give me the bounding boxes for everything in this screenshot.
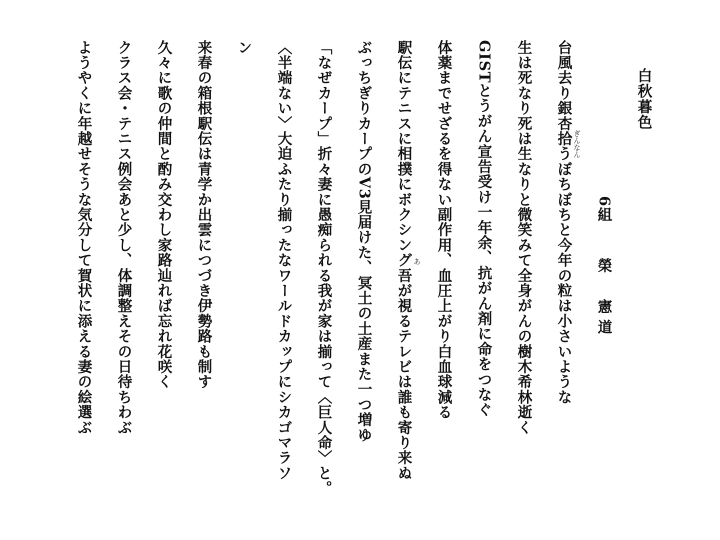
poem-line-10: 久々に歌の仲間と酌み交わし家路辿れば忘れ花咲く	[155, 40, 173, 390]
poem-line-3: GISTとうがん宣告受け一年余、抗がん剤に命をつなぐ	[475, 40, 493, 418]
author-class: 6組	[595, 196, 613, 223]
poem-line-1: 台風去り銀杏拾うぼちぼちと今年の粒は小さいような	[555, 40, 573, 405]
poem-line-11: クラス会・テニス例会あと少し、体調整えその日待ちわぶ	[115, 40, 133, 436]
poem-line-2: 生は死なり死は生なりと微笑みて全身がんの樹木希林逝く	[515, 40, 533, 436]
poem-line-7: 「なぜカープ」折々妻に愚痴られる我が家は揃って〈巨人命〉と。	[315, 40, 333, 496]
poem-line-6: ぶっちぎりカープのV3見届けた、冥土の土産また一つ増ゆ	[355, 40, 373, 443]
poem-line-4: 体薬までせざるを得ない副作用、血圧上がり白血球減る	[435, 40, 453, 420]
poem-line-5: 駅伝にテニスに相撲にボクシング吾が視るテレビは誰も寄り来ぬ	[395, 40, 413, 481]
poem-line-8: 〈半端ない〉大迫ふたり揃ったなワールドカップにシカゴマラソ	[275, 40, 293, 481]
ruby-ginnan: ぎんなん	[573, 130, 581, 158]
author-name: 榮 憲道	[595, 258, 613, 340]
poem-line-9: 来春の箱根駅伝は青学か出雲につづき伊勢路も制す	[195, 40, 213, 390]
poem-line-12: ようやくに年越せそうな気分して賀状に添える妻の絵選ぶ	[75, 40, 93, 436]
poem-line-8-continuation: ン	[235, 40, 253, 56]
ruby-a: あ	[413, 258, 421, 265]
poem-title: 白秋暮色	[635, 68, 653, 130]
